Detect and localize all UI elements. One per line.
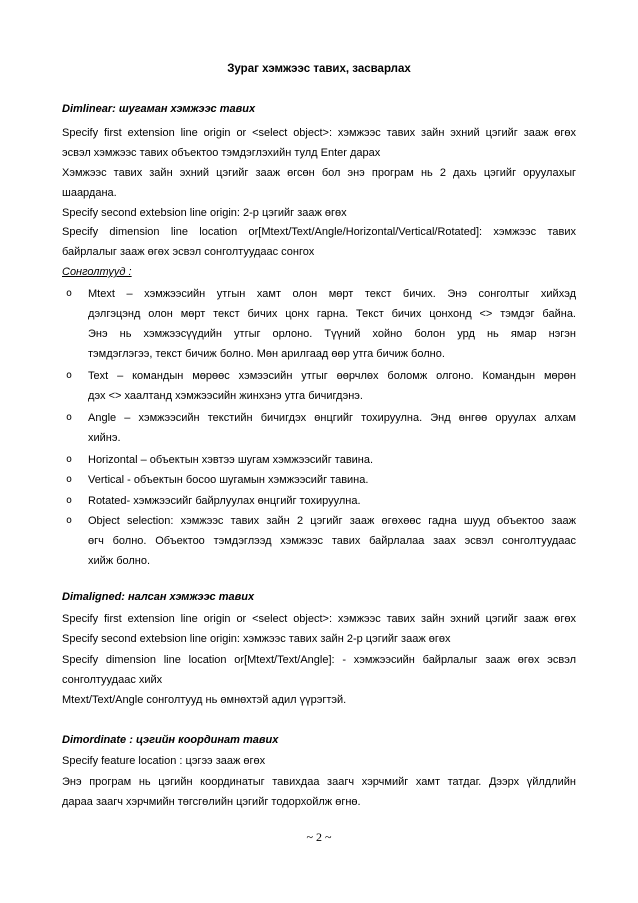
option-horizontal: Horizontal – объектын хэвтээ шугам хэмжээсийг тавина.: [88, 454, 374, 466]
dimaligned-heading: Dimaligned: налсан хэмжээс тавих: [62, 591, 255, 603]
option-angle-line-1: Angle – хэмжээсийн текстийн бичигдэх өнцгийг тохируулна. Энд өнгөө оруулах алхам: [88, 412, 576, 424]
bullet-icon: o: [66, 515, 73, 526]
option-mtext-line-3: Энэ нь хэмжээсүүдийн утгыг орлоно. Түүний хойно болон урд нь ямар нэгэн: [88, 328, 576, 340]
dimlinear-line-7: байрлалыг зааж өгөх эсвэл сонголтуудаас сонгох: [62, 246, 315, 258]
bullet-icon: o: [66, 288, 73, 299]
dimlinear-line-6: Specify dimension line location or[Mtext/Text/Angle/Horizontal/Vertical/Rotated]: хэмжээс тавих: [62, 226, 576, 238]
bullet-icon: o: [66, 454, 73, 465]
dimlinear-line-1: Specify first extension line origin or <select object>: хэмжээс тавих зайн эхний цэгийг зааж өгөх: [62, 127, 576, 139]
dimlinear-line-2: эсвэл хэмжээс тавих объектоо тэмдэглэхийн тулд Enter дарах: [62, 147, 381, 159]
bullet-icon: o: [66, 495, 73, 506]
option-vertical: Vertical - объектын босоо шугамын хэмжээсийг тавина.: [88, 474, 369, 486]
bullet-icon: o: [66, 412, 73, 423]
dimaligned-line-3: Specify dimension line location or[Mtext/Text/Angle]: - хэмжээсийн байрлалыг зааж өгөх эсвэл: [62, 654, 576, 666]
option-rotated: Rotated- хэмжээсийг байрлуулах өнцгийг тохируулна.: [88, 495, 361, 507]
page-title: Зураг хэмжээс тавих, засварлах: [227, 63, 411, 75]
page-number: ~ 2 ~: [306, 830, 332, 844]
option-mtext-line-4: тэмдэглэгээ, текст бичиж болно. Мөн арилгаад өөр утга бичиж болно.: [88, 348, 445, 360]
option-object-selection-line-3: хийж болно.: [88, 555, 151, 567]
dimordinate-line-2: Энэ програм нь цэгийн координатыг тавихдаа заагч хэрчмийг хамт татдаг. Дээрх үйлдлийн: [62, 776, 576, 788]
dimaligned-line-5: Mtext/Text/Angle сонголтууд нь өмнөхтэй адил үүрэгтэй.: [62, 694, 347, 706]
dimlinear-line-4: шаардана.: [62, 187, 117, 199]
dimordinate-line-1: Specify feature location : цэгээ зааж өгөх: [62, 755, 266, 767]
dimordinate-line-3: дараа заагч хэрчмийн төгсгөлийн цэгийг тодорхойлж өгнө.: [62, 796, 361, 808]
dimordinate-heading: Dimordinate : цэгийн координат тавих: [62, 734, 279, 746]
bullet-icon: o: [66, 370, 73, 381]
dimlinear-line-3: Хэмжээс тавих зайн эхний цэгийг зааж өгсөн бол энэ програм нь 2 дахь цэгийг оруулахыг: [62, 167, 576, 179]
option-object-selection-line-1: Object selection: хэмжээс тавих зайн 2 цэгийг зааж өгөхөөс гадна шууд объектоо зааж: [88, 515, 576, 527]
option-mtext-line-1: Mtext – хэмжээсийн утгын хамт олон мөрт текст бичих. Энэ сонголтыг хийхэд: [88, 288, 576, 300]
option-object-selection-line-2: өгч болно. Объектоо тэмдэглээд хэмжээс тавих байрлалаа заах эсвэл сонголтуудаас: [88, 535, 576, 547]
dimaligned-line-4: сонголтуудаас хийх: [62, 674, 163, 686]
option-text-line-2: дэх <> хаалтанд хэмжээсийн жинхэнэ утга бичигдэнэ.: [88, 390, 363, 402]
options-label: Сонголтууд :: [62, 266, 132, 278]
option-mtext-line-2: дэлгэцэнд олон мөрт текст бичих цонх гарна. Текст бичих цонхонд <> тэмдэг байна.: [88, 308, 576, 320]
dimlinear-line-5: Specify second extebsion line origin: 2-р цэгийг зааж өгөх: [62, 207, 347, 219]
option-text-line-1: Text – командын мөрөөс хэмээсийн утгыг өөрчлөх боломж олгоно. Командын мөрөн: [88, 370, 576, 382]
dimlinear-heading: Dimlinear: шугаман хэмжээс тавих: [62, 103, 256, 115]
bullet-icon: o: [66, 474, 73, 485]
option-angle-line-2: хийнэ.: [88, 432, 121, 444]
dimaligned-line-2: Specify second extebsion line origin: хэмжээс тавих зайн 2-р цэгийг зааж өгөх: [62, 633, 451, 645]
dimaligned-line-1: Specify first extension line origin or <select object>: хэмжээс тавих зайн эхний цэгийг зааж өгөх: [62, 613, 576, 625]
